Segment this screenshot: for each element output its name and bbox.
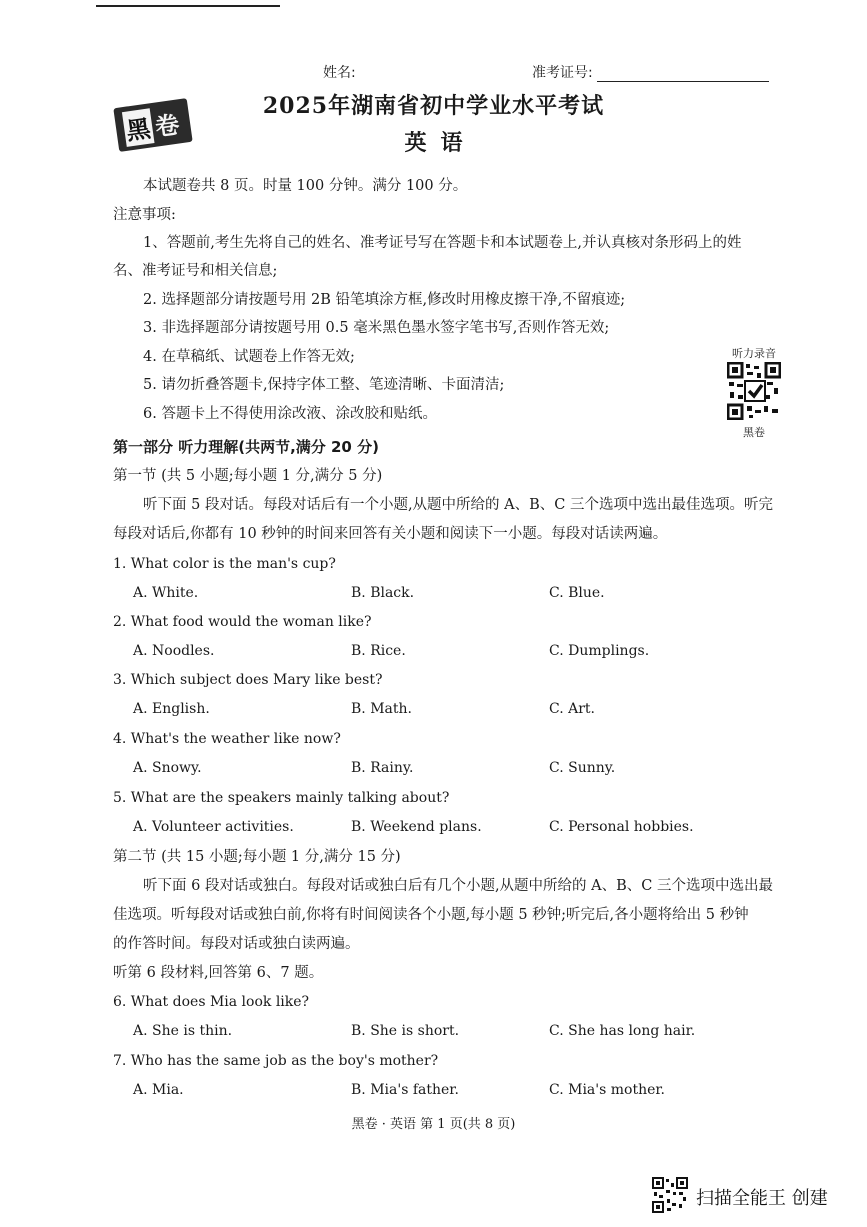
option-b: B. Rice. [351,643,406,659]
option-b: B. Math. [351,701,412,717]
option-b: B. Black. [351,585,415,601]
question-stem: 7. Who has the same job as the boy's mother? [113,1053,439,1069]
qr-top-label: 听力录音 [732,347,776,360]
option-c: C. Personal hobbies. [549,819,694,835]
question-stem: 4. What's the weather like now? [113,731,341,747]
question-stem: 3. Which subject does Mary like best? [113,672,383,688]
option-c: C. She has long hair. [549,1023,696,1039]
option-b: B. Weekend plans. [351,819,482,835]
part1-title: 第一部分 听力理解(共两节,满分 20 分) [113,438,379,456]
name-field [323,62,356,82]
section1-instruction: 听下面 5 段对话。每段对话后有一个小题,从题中所给的 A、B、C 三个选项中选出最佳选项。听完 [143,497,773,513]
section2-title: 第二节 (共 15 小题;每小题 1 分,满分 15 分) [113,849,401,865]
page-footer: 黑卷 · 英语 第 1 页(共 8 页) [351,1117,516,1132]
option-c: C. Art. [549,701,595,717]
name-label: 姓名: [323,65,356,81]
option-a: A. Snowy. [133,760,202,776]
option-c: C. Blue. [549,585,605,601]
qr-code-icon[interactable] [727,362,781,420]
scanner-watermark [652,1177,828,1217]
option-a: A. Noodles. [133,643,215,659]
option-b: B. She is short. [351,1023,460,1039]
exam-subject: 英语 [404,130,477,156]
notice-item: 2. 选择题部分请按题号用 2B 铅笔填涂方框,修改时用橡皮擦干净,不留痕迹; [143,292,626,308]
badge-char-2: 卷 [153,109,182,142]
option-c: C. Dumplings. [549,643,650,659]
option-a: A. English. [133,701,210,717]
exam-id-underline [597,67,769,82]
top-rule [96,5,280,7]
option-a: A. White. [133,585,199,601]
option-b: B. Mia's father. [351,1082,459,1098]
question-stem: 2. What food would the woman like? [113,614,372,630]
exam-title: 2025年湖南省初中学业水平考试 [262,93,605,119]
section2-instruction: 的作答时间。每段对话或独白读两遍。 [113,936,360,952]
notice-item: 4. 在草稿纸、试题卷上作答无效; [143,349,355,365]
question-stem: 6. What does Mia look like? [113,994,310,1010]
intro-text: 本试题卷共 8 页。时量 100 分钟。满分 100 分。 [143,178,468,194]
option-a: A. She is thin. [133,1023,233,1039]
section2-instruction: 佳选项。听每段对话或独白前,你将有时间阅读各个小题,每小题 5 秒钟;听完后,各小题将给出 5 秒钟 [113,907,749,923]
question-stem: 1. What color is the man's cup? [113,556,336,572]
qr-code-icon [652,1177,688,1217]
notice-item: 1、答题前,考生先将自己的姓名、准考证号写在答题卡和本试题卷上,并认真核对条形码上的姓 [143,235,742,251]
material-note: 听第 6 段材料,回答第 6、7 题。 [113,965,324,981]
exam-id-label: 准考证号: [532,65,593,81]
notice-item: 6. 答题卡上不得使用涂改液、涂改胶和贴纸。 [143,406,437,422]
notice-item: 5. 请勿折叠答题卡,保持字体工整、笔迹清晰、卡面清洁; [143,377,505,393]
notice-item: 3. 非选择题部分请按题号用 0.5 毫米黑色墨水签字笔书写,否则作答无效; [143,320,610,336]
scanner-label: 扫描全能王 创建 [696,1188,828,1209]
qr-bottom-label: 黑卷 [743,426,765,439]
section1-instruction: 每段对话后,你都有 10 秒钟的时间来回答有关小题和阅读下一小题。每段对话读两遍。 [113,526,668,542]
option-a: A. Mia. [133,1082,184,1098]
section1-title: 第一节 (共 5 小题;每小题 1 分,满分 5 分) [113,468,383,484]
question-stem: 5. What are the speakers mainly talking about? [113,790,450,806]
notice-item: 名、准考证号和相关信息; [113,263,278,279]
option-b: B. Rainy. [351,760,414,776]
badge-char-1: 黑 [122,108,155,147]
option-c: C. Mia's mother. [549,1082,665,1098]
option-a: A. Volunteer activities. [133,819,294,835]
option-c: C. Sunny. [549,760,616,776]
exam-id-field [532,62,769,82]
notice-heading: 注意事项: [113,207,176,223]
section2-instruction: 听下面 6 段对话或独白。每段对话或独白后有几个小题,从题中所给的 A、B、C 三个选项中选出最 [143,878,773,894]
